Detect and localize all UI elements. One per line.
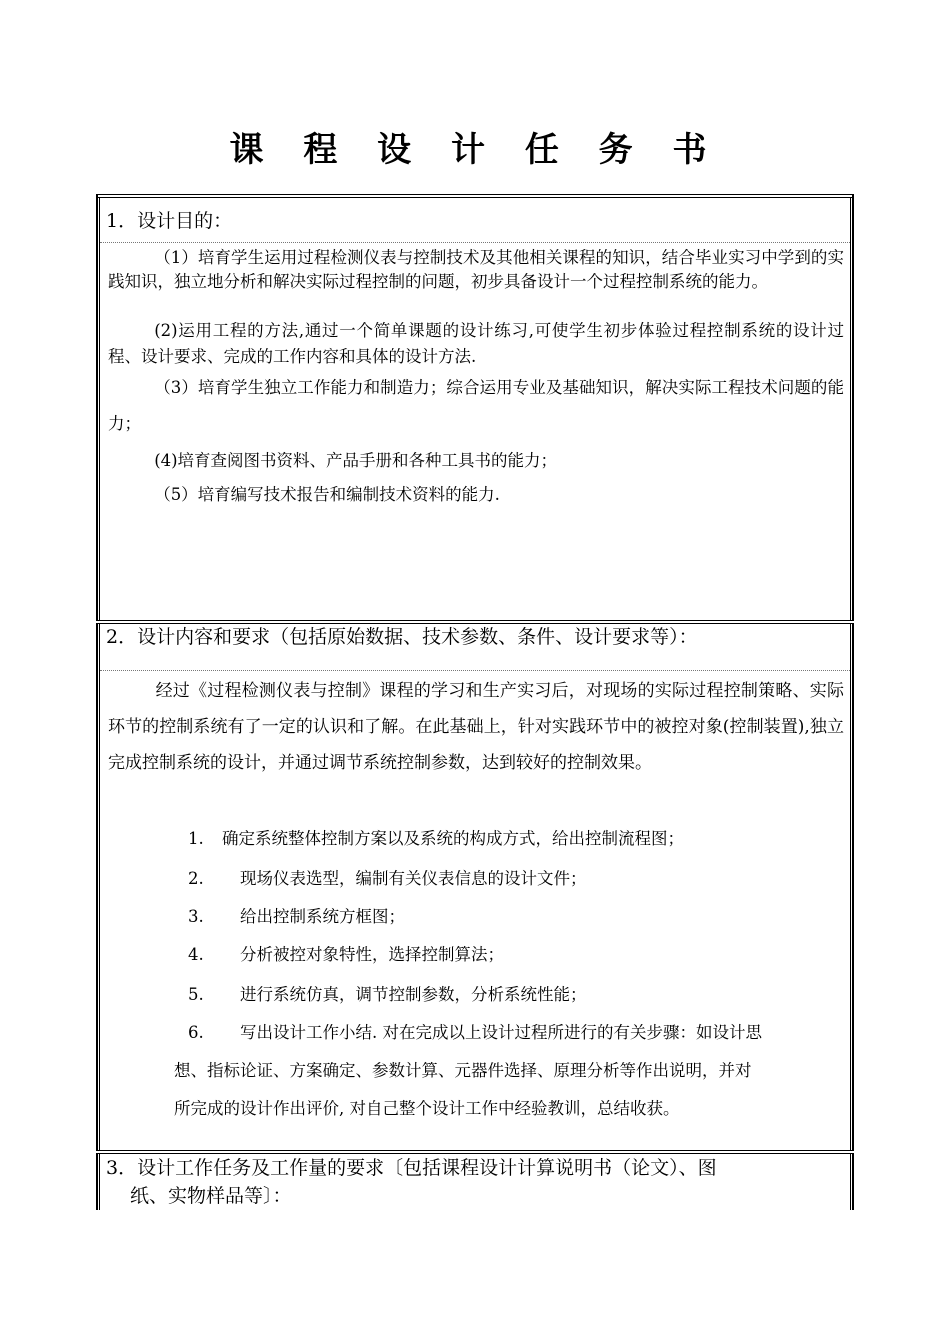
list-item [188,860,587,898]
list-text: 确定系统整体控制方案以及系统的构成方式，给出控制流程图； [222,829,684,848]
list-item [188,820,684,858]
table-inner-right-border [850,198,851,1210]
list-item [188,1014,762,1052]
table-top-border [96,194,854,198]
list-item-continuation: 想、指标论证、方案确定、参数计算、元器件选择、原理分析等作出说明，并对 [174,1061,752,1080]
section1-paragraph-3: （3）培育学生独立工作能力和制造力；综合运用专业及基础知识，解决实际工程技术问题的能力； [108,378,844,433]
list-text: 写出设计工作小结. 对在完成以上设计过程所进行的有关步骤：如设计思 [240,1023,762,1042]
section1-paragraph-1: （1）培育学生运用过程检测仪表与控制技术及其他相关课程的知识，结合毕业实习中学到的实践知识，独立地分析和解决实际过程控制的问题，初步具备设计一个过程控制系统的能力。 [108,248,844,291]
section3-heading-line-2: 纸、实物样品等〕： [130,1185,292,1207]
list-text: 给出控制系统方框图； [240,907,405,926]
section1-divider [100,242,850,243]
list-number: 5. [188,985,204,1004]
section1-paragraph-2: (2)运用工程的方法,通过一个简单课题的设计练习,可使学生初步体验过程控制系统的设计过程、设计要求、完成的工作内容和具体的设计方法. [108,321,844,366]
list-item-continuation: 所完成的设计作出评价, 对自己整个设计工作中经验教训，总结收获。 [174,1099,680,1118]
list-number: 4. [188,945,204,964]
section2-divider [100,670,850,671]
list-text: 进行系统仿真，调节控制参数，分析系统性能； [240,985,587,1004]
table-inner-left-border [99,198,100,1210]
page-title: 课 程 设 计 任 务 书 [229,130,721,170]
section1-paragraph-5: （5）培育编写技术报告和编制技术资料的能力. [154,485,500,504]
section2-heading: 2．设计内容和要求（包括原始数据、技术参数、条件、设计要求等）： [106,626,698,648]
section1-heading: 1．设计目的： [106,210,233,232]
list-item [188,936,504,974]
list-text: 现场仪表选型，编制有关仪表信息的设计文件； [240,869,587,888]
list-item [188,976,587,1014]
list-number: 2. [188,869,204,888]
list-text: 分析被控对象特性，选择控制算法； [240,945,504,964]
section3-heading [106,1154,846,1210]
list-item [188,898,405,936]
section3-heading-line-1: 3．设计工作任务及工作量的要求〔包括课程设计计算说明书（论文）、图 [106,1157,717,1179]
list-number: 3. [188,907,204,926]
list-number: 6. [188,1023,204,1042]
list-number: 1. [188,829,204,848]
section2-intro: 经过《过程检测仪表与控制》课程的学习和生产实习后，对现场的实际过程控制策略、实际环节的控制系统有了一定的认识和了解。在此基础上，针对实践环节中的被控对象(控制装置),独立完成控制系统的设计，并通过调节系统控制参数，达到较好的控制效果。 [108,681,844,773]
section1-paragraph-4: (4)培育查阅图书资料、产品手册和各种工具书的能力； [154,451,558,470]
